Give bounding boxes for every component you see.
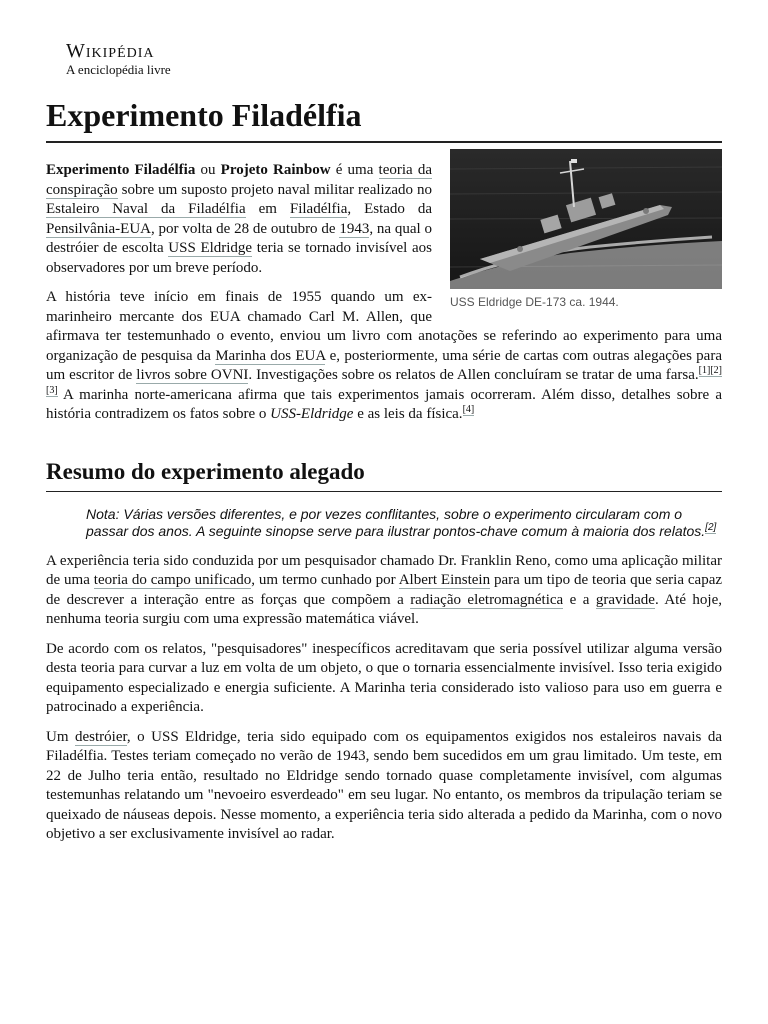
link-estaleiro-naval[interactable]: Estaleiro Naval da Filadélfia <box>46 201 246 217</box>
text-run: A experiência teria sido conduzida por um pesquisador chamado Dr. Franklin Reno, como uma aplicação militar de uma <box>46 552 722 588</box>
logo-subtitle: A enciclopédia livre <box>66 62 171 77</box>
text-run: Um <box>46 728 76 745</box>
page-title: Experimento Filadélfia <box>46 95 722 143</box>
link-radiacao-eletromagnetica[interactable]: radiação eletromagnética <box>410 591 564 608</box>
text-run: . Investigações sobre os relatos de Allen concluíram se tratar de uma farsa. <box>248 367 699 383</box>
reference-link[interactable]: [1][2][3] <box>46 365 722 396</box>
italic-term: USS-Eldridge <box>270 406 354 422</box>
text-run: ou <box>195 162 221 178</box>
article-page <box>46 40 722 855</box>
logo-title: Wikipédia <box>66 40 155 62</box>
link-filadelfia[interactable]: Filadélfia <box>289 201 348 217</box>
body-paragraph-3 <box>46 728 722 845</box>
section-heading: Resumo do experimento alegado <box>46 457 722 492</box>
text-run: em <box>245 201 290 217</box>
figure-caption: USS Eldridge DE-173 ca. 1944. <box>450 295 619 309</box>
ship-figure <box>450 149 722 309</box>
link-teoria-do-campo-unificado[interactable]: teoria do campo unificado <box>93 572 252 588</box>
text-run: é uma <box>330 162 379 178</box>
link-destroier[interactable]: destróier <box>75 728 127 745</box>
link-gravidade[interactable]: gravidade <box>595 591 655 608</box>
ship-photo[interactable] <box>450 149 722 289</box>
bold-term: Experimento Filadélfia <box>46 162 196 178</box>
text-run: A história teve início em finais de 1955 quando um ex-marinheiro mercante dos EUA chamado Carl M. Allen, que afirmava ter testemunhado o evento, enviou um livro com anotações se referindo ao experimento para uma organização de pesquisa da <box>46 289 722 364</box>
text-run: e a <box>563 591 596 608</box>
text-run: , na qual o destróier de escolta <box>46 220 433 256</box>
text-run: . Até hoje, nenhuma teoria surgiu com uma expressão matemática viável. <box>46 591 722 627</box>
link-uss-eldridge[interactable]: USS Eldridge <box>168 240 253 256</box>
bold-term: Projeto Rainbow <box>220 162 331 178</box>
text-run: para um tipo de teoria que seria capaz de descrever a interação entre as forças que compõem a <box>46 572 723 608</box>
body-paragraph-1 <box>46 552 722 630</box>
text-run: e as leis da física. <box>353 406 463 422</box>
text-run: , por volta de 28 de outubro de <box>150 220 340 237</box>
link-livros-sobre-ovni[interactable]: livros sobre OVNI <box>136 367 249 383</box>
reference-link[interactable]: [4] <box>462 404 475 415</box>
reference-link[interactable]: [2] <box>705 521 717 533</box>
link-pensilvania[interactable]: Pensilvânia-EUA <box>46 220 151 237</box>
text-run: , um termo cunhado por <box>251 572 399 588</box>
wikipedia-logo[interactable] <box>46 40 722 77</box>
text-run: , o USS Eldridge, teria sido equipado com os equipamentos exigidos nos estaleiros navais da Filadélfia. Testes teriam começado no verão de 1943, sendo bem sucedidos em um grau limitado. Um teste, em 22 de Julho teria então, resultado no Eldridge sendo tornado quase completamente invisível, com algumas testemunhas relatando um "nevoeiro esverdeado" em seu lugar. No entanto, os membros da tripulação teriam se queixado de náuseas depois. Nesse momento, a experiência teria sido alterada a pedido da Marinha, com o novo objetivo a ser exclusivamente invisível ao radar. <box>46 728 723 842</box>
text-run: A marinha norte-americana afirma que tais experimentos jamais ocorreram. Além disso, detalhes sobre a história contradizem os fatos sobre o <box>46 386 722 422</box>
body-paragraph-2: De acordo com os relatos, "pesquisadores" inespecíficos acreditavam que seria possível utilizar alguma versão desta teoria para curvar a luz em volta de um objeto, o que o tornaria essencialmente invisível. Isso teria exigido equipamento especializado e energia suficiente. A Marinha teria considerado isto valioso para uso em guerra e patrocinado a experiência. <box>46 640 722 715</box>
hatnote <box>86 506 722 540</box>
link-marinha-dos-eua[interactable]: Marinha dos EUA <box>215 347 326 364</box>
text-run: teria se tornado invisível aos observadores por um breve período. <box>46 240 433 276</box>
link-teoria-da-conspiracao[interactable]: teoria da conspiração <box>46 162 433 198</box>
text-run: sobre um suposto projeto naval militar realizado no <box>117 181 432 198</box>
link-1943[interactable]: 1943 <box>339 220 370 237</box>
text-run: , Estado da <box>347 201 432 217</box>
link-albert-einstein[interactable]: Albert Einstein <box>398 572 491 588</box>
note-text: Nota: Várias versões diferentes, e por vezes conflitantes, sobre o experimento circularam com o passar dos anos. A seguinte sinopse serve para ilustrar pontos-chave comum à maioria dos relatos. <box>86 505 706 539</box>
text-run: e, posteriormente, uma série de cartas com outras alegações para um escritor de <box>46 347 722 383</box>
